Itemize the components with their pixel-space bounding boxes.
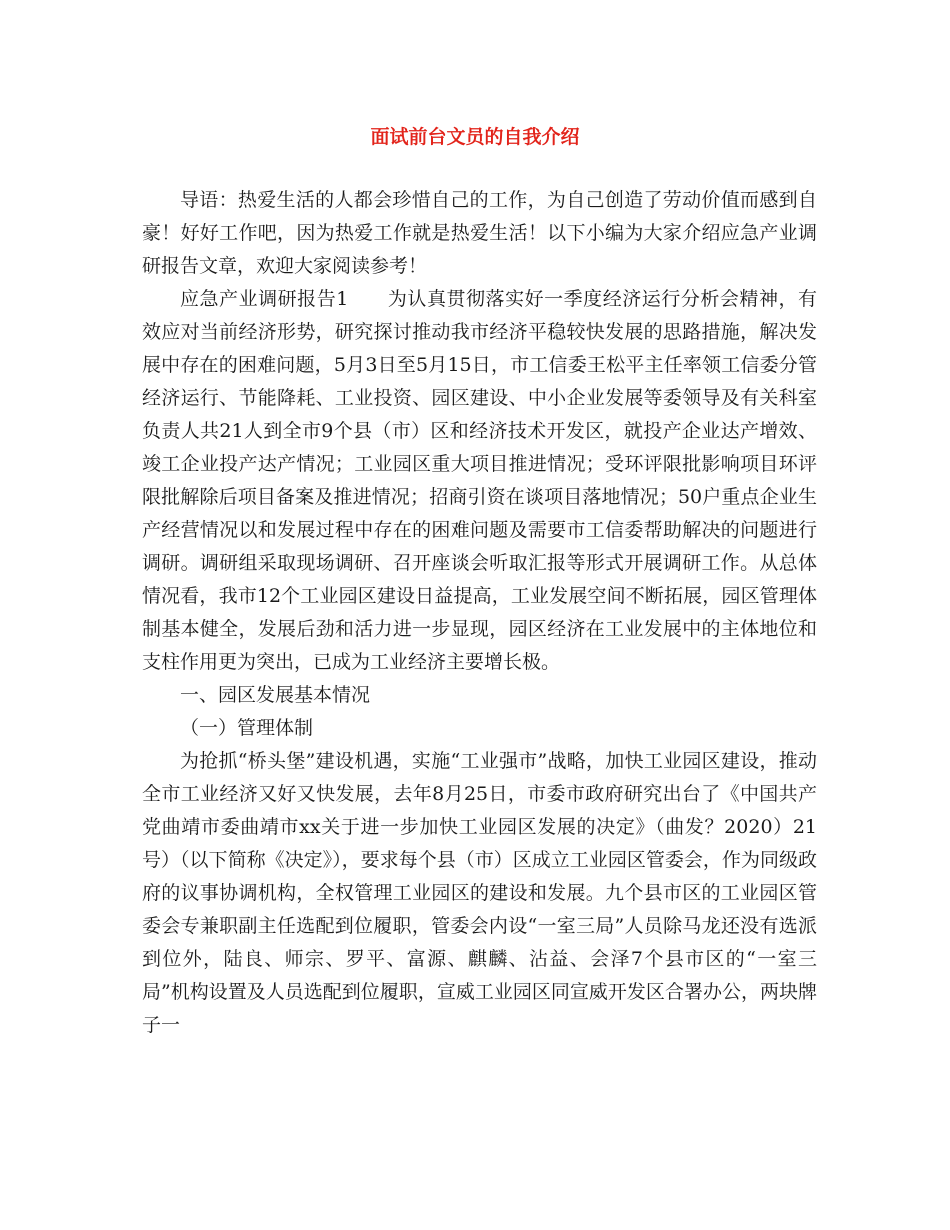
section-heading-1: 一、园区发展基本情况 xyxy=(180,684,371,706)
document-title: 面试前台文员的自我介绍 xyxy=(370,126,580,148)
document-body xyxy=(142,184,817,1042)
paragraph-management: 为抢抓“桥头堡”建设机遇，实施“工业强市”战略，加快工业园区建设，推动全市工业经济又好又快发展，去年8月25日，市委市政府研究出台了《中国共产党曲靖市委曲靖市xx关于进一步加快工业园区发展的决定》（曲发？2020）21号）（以下简称《决定》），要求每个县（市）区成立工业园区管委会，作为同级政府的议事协调机构，全权管理工业园区的建设和发展。九个县市区的工业园区管委会专兼职副主任选配到位履职，管委会内设“一室三局”人员除马龙还没有选派到位外，陆良、师宗、罗平、富源、麒麟、沾益、会泽7个县市区的“一室三局”机构设置及人员选配到位履职，宣威工业园区同宣威开发区合署办公，两块牌子一 xyxy=(142,750,817,1036)
paragraph-intro: 导语：热爱生活的人都会珍惜自己的工作，为自己创造了劳动价值而感到自豪！好好工作吧，因为热爱工作就是热爱生活！以下小编为大家介绍应急产业调研报告文章，欢迎大家阅读参考！ xyxy=(142,189,817,277)
subsection-heading-1: （一）管理体制 xyxy=(180,717,314,739)
paragraph-report-1: 应急产业调研报告1 为认真贯彻落实好一季度经济运行分析会精神，有效应对当前经济形势，研究探讨推动我市经济平稳较快发展的思路措施，解决发展中存在的困难问题，5月3日至5月15日，市工信委王松平主任率领工信委分管经济运行、节能降耗、工业投资、园区建设、中小企业发展等委领导及有关科室负责人共21人到全市9个县（市）区和经济技术开发区，就投产企业达产增效、竣工企业投产达产情况；工业园区重大项目推进情况；受环评限批影响项目环评限批解除后项目备案及推进情况；招商引资在谈项目落地情况；50户重点企业生产经营情况以和发展过程中存在的困难问题及需要市工信委帮助解决的问题进行调研。调研组采取现场调研、召开座谈会听取汇报等形式开展调研工作。从总体情况看，我市12个工业园区建设日益提高，工业发展空间不断拓展，园区管理体制基本健全，发展后劲和活力进一步显现，园区经济在工业发展中的主体地位和支柱作用更为突出，已成为工业经济主要增长极。 xyxy=(142,288,817,673)
